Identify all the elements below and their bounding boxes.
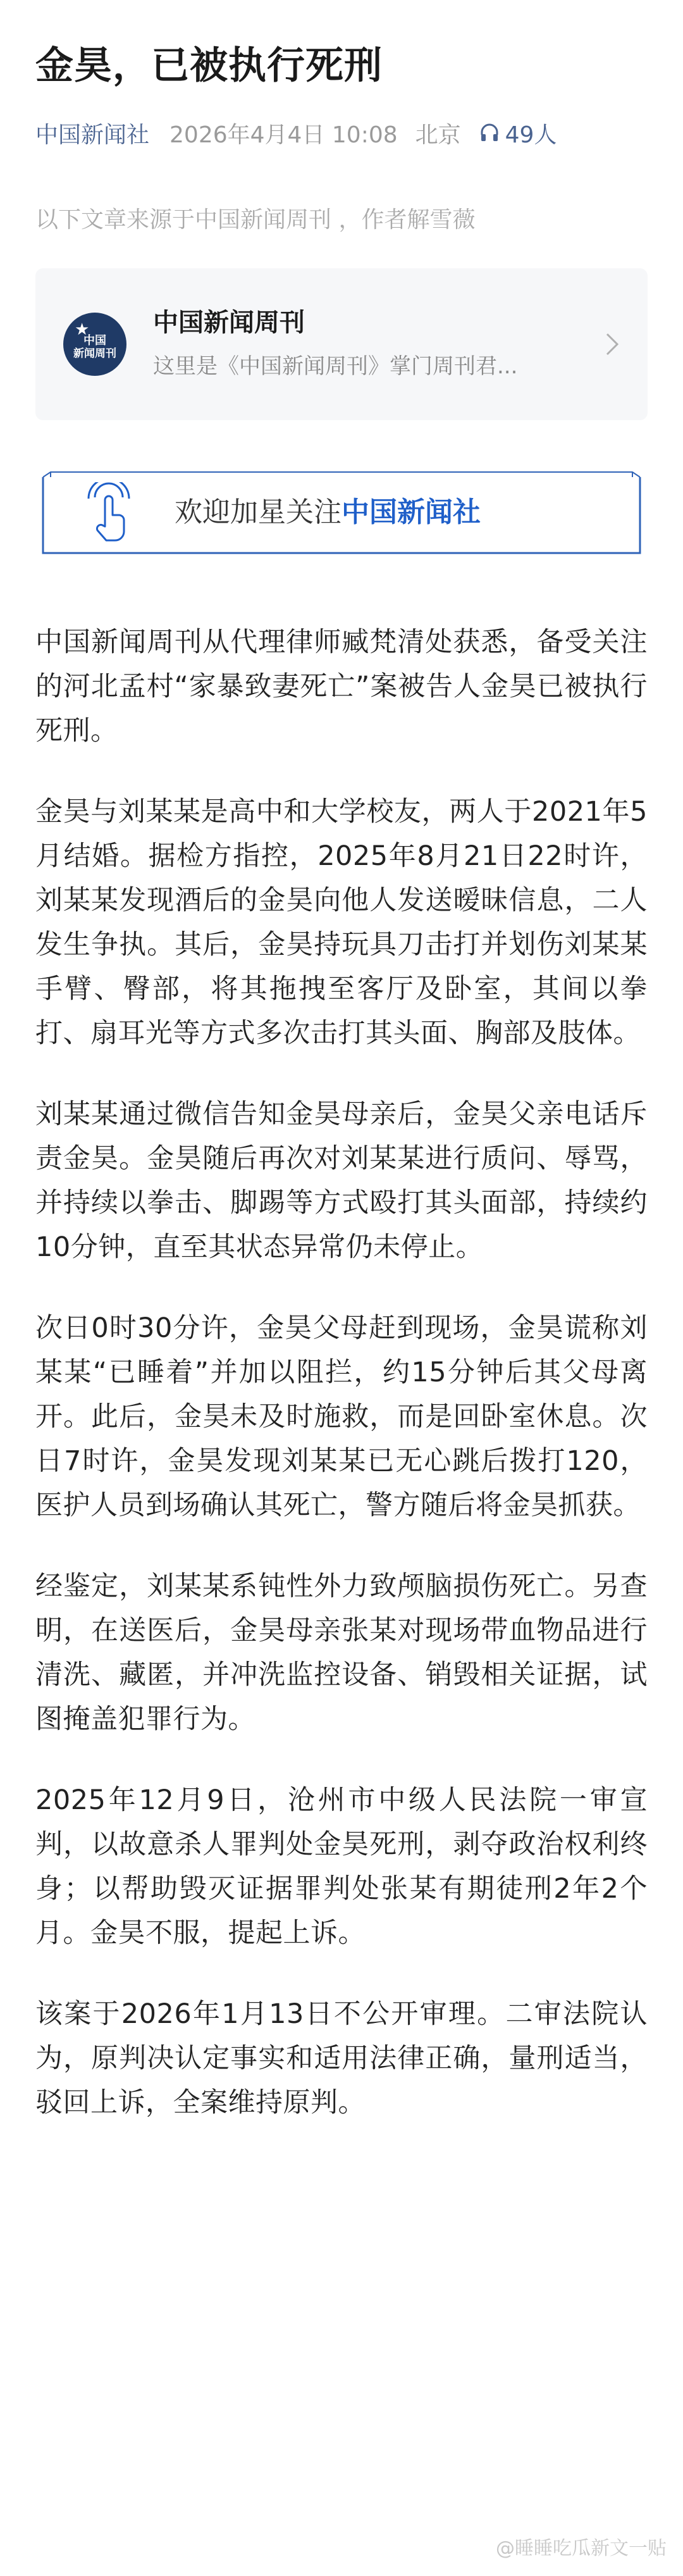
- article-meta: [35, 114, 648, 152]
- article-paragraph: 中国新闻周刊从代理律师臧梵清处获悉，备受关注的河北孟村“家暴致妻死亡”案被告人金昊已被执行死刑。: [35, 626, 648, 747]
- headphones-icon: [479, 122, 500, 144]
- article-paragraph: 次日0时30分许，金昊父母赶到现场，金昊谎称刘某某“已睡着”并加以阻拦，约15分钟后其父母离开。此后，金昊未及时施救，而是回卧室休息。次日7时许，金昊发现刘某某已无心跳后拨打120，医护人员到场确认其死亡，警方随后将金昊抓获。: [35, 1312, 648, 1521]
- tap-hand-icon: [83, 482, 138, 543]
- chevron-right-icon: [605, 332, 620, 357]
- account-description: 这里是《中国新闻周刊》掌门周刊君...: [153, 354, 518, 379]
- follow-banner-highlight: 中国新闻社: [342, 496, 481, 528]
- article-body: [35, 620, 648, 2162]
- account-name: 中国新闻周刊: [153, 308, 305, 337]
- article-title: 金昊，已被执行死刑: [35, 44, 383, 88]
- follow-banner-prefix: 欢迎加星关注: [175, 496, 342, 528]
- source-link[interactable]: 中国新闻社: [35, 121, 150, 148]
- star-icon: ★: [75, 320, 90, 339]
- source-account-card[interactable]: [35, 268, 648, 420]
- article-paragraph: 该案于2026年1月13日不公开审理。二审法院认为，原判决认定事实和适用法律正确，量刑适当，驳回上诉，全案维持原判。: [35, 1998, 648, 2119]
- account-logo-text-2: 新闻周刊: [73, 347, 116, 360]
- publish-location: 北京: [415, 121, 461, 148]
- follow-banner-text: [175, 492, 481, 533]
- follow-banner[interactable]: [42, 471, 641, 554]
- watermark: @睡睡吃瓜新文一贴: [496, 2537, 667, 2560]
- readers-count[interactable]: [479, 117, 557, 149]
- article-paragraph: 刘某某通过微信告知金昊母亲后，金昊父亲电话斥责金昊。金昊随后再次对刘某某进行质问、辱骂，并持续以拳击、脚踢等方式殴打其头面部，持续约10分钟，直至其状态异常仍未停止。: [35, 1098, 648, 1263]
- publish-date: 2026年4月4日 10:08: [169, 121, 398, 148]
- article-paragraph: 2025年12月9日，沧州市中级人民法院一审宣判，以故意杀人罪判处金昊死刑，剥夺政治权利终身；以帮助毁灭证据罪判处张某有期徒刑2年2个月。金昊不服，提起上诉。: [35, 1784, 648, 1949]
- account-logo-text-1: 中国: [83, 334, 106, 347]
- account-logo: [63, 313, 126, 376]
- article-source-intro: 以下文章来源于中国新闻周刊 ，作者解雪薇: [35, 207, 476, 233]
- article-paragraph: 金昊与刘某某是高中和大学校友，两人于2021年5月结婚。据检方指控，2025年8月21日22时许，刘某某发现酒后的金昊向他人发送暧昧信息，二人发生争执。其后，金昊持玩具刀击打并划伤刘某某手臂、臀部，将其拖拽至客厅及卧室，其间以拳打、扇耳光等方式多次击打其头面、胸部及肢体。: [35, 796, 648, 1049]
- article-paragraph: 经鉴定，刘某某系钝性外力致颅脑损伤死亡。另查明，在送医后，金昊母亲张某对现场带血物品进行清洗、藏匿，并冲洗监控设备、销毁相关证据，试图掩盖犯罪行为。: [35, 1571, 648, 1735]
- readers-count-label: 49人: [505, 121, 557, 148]
